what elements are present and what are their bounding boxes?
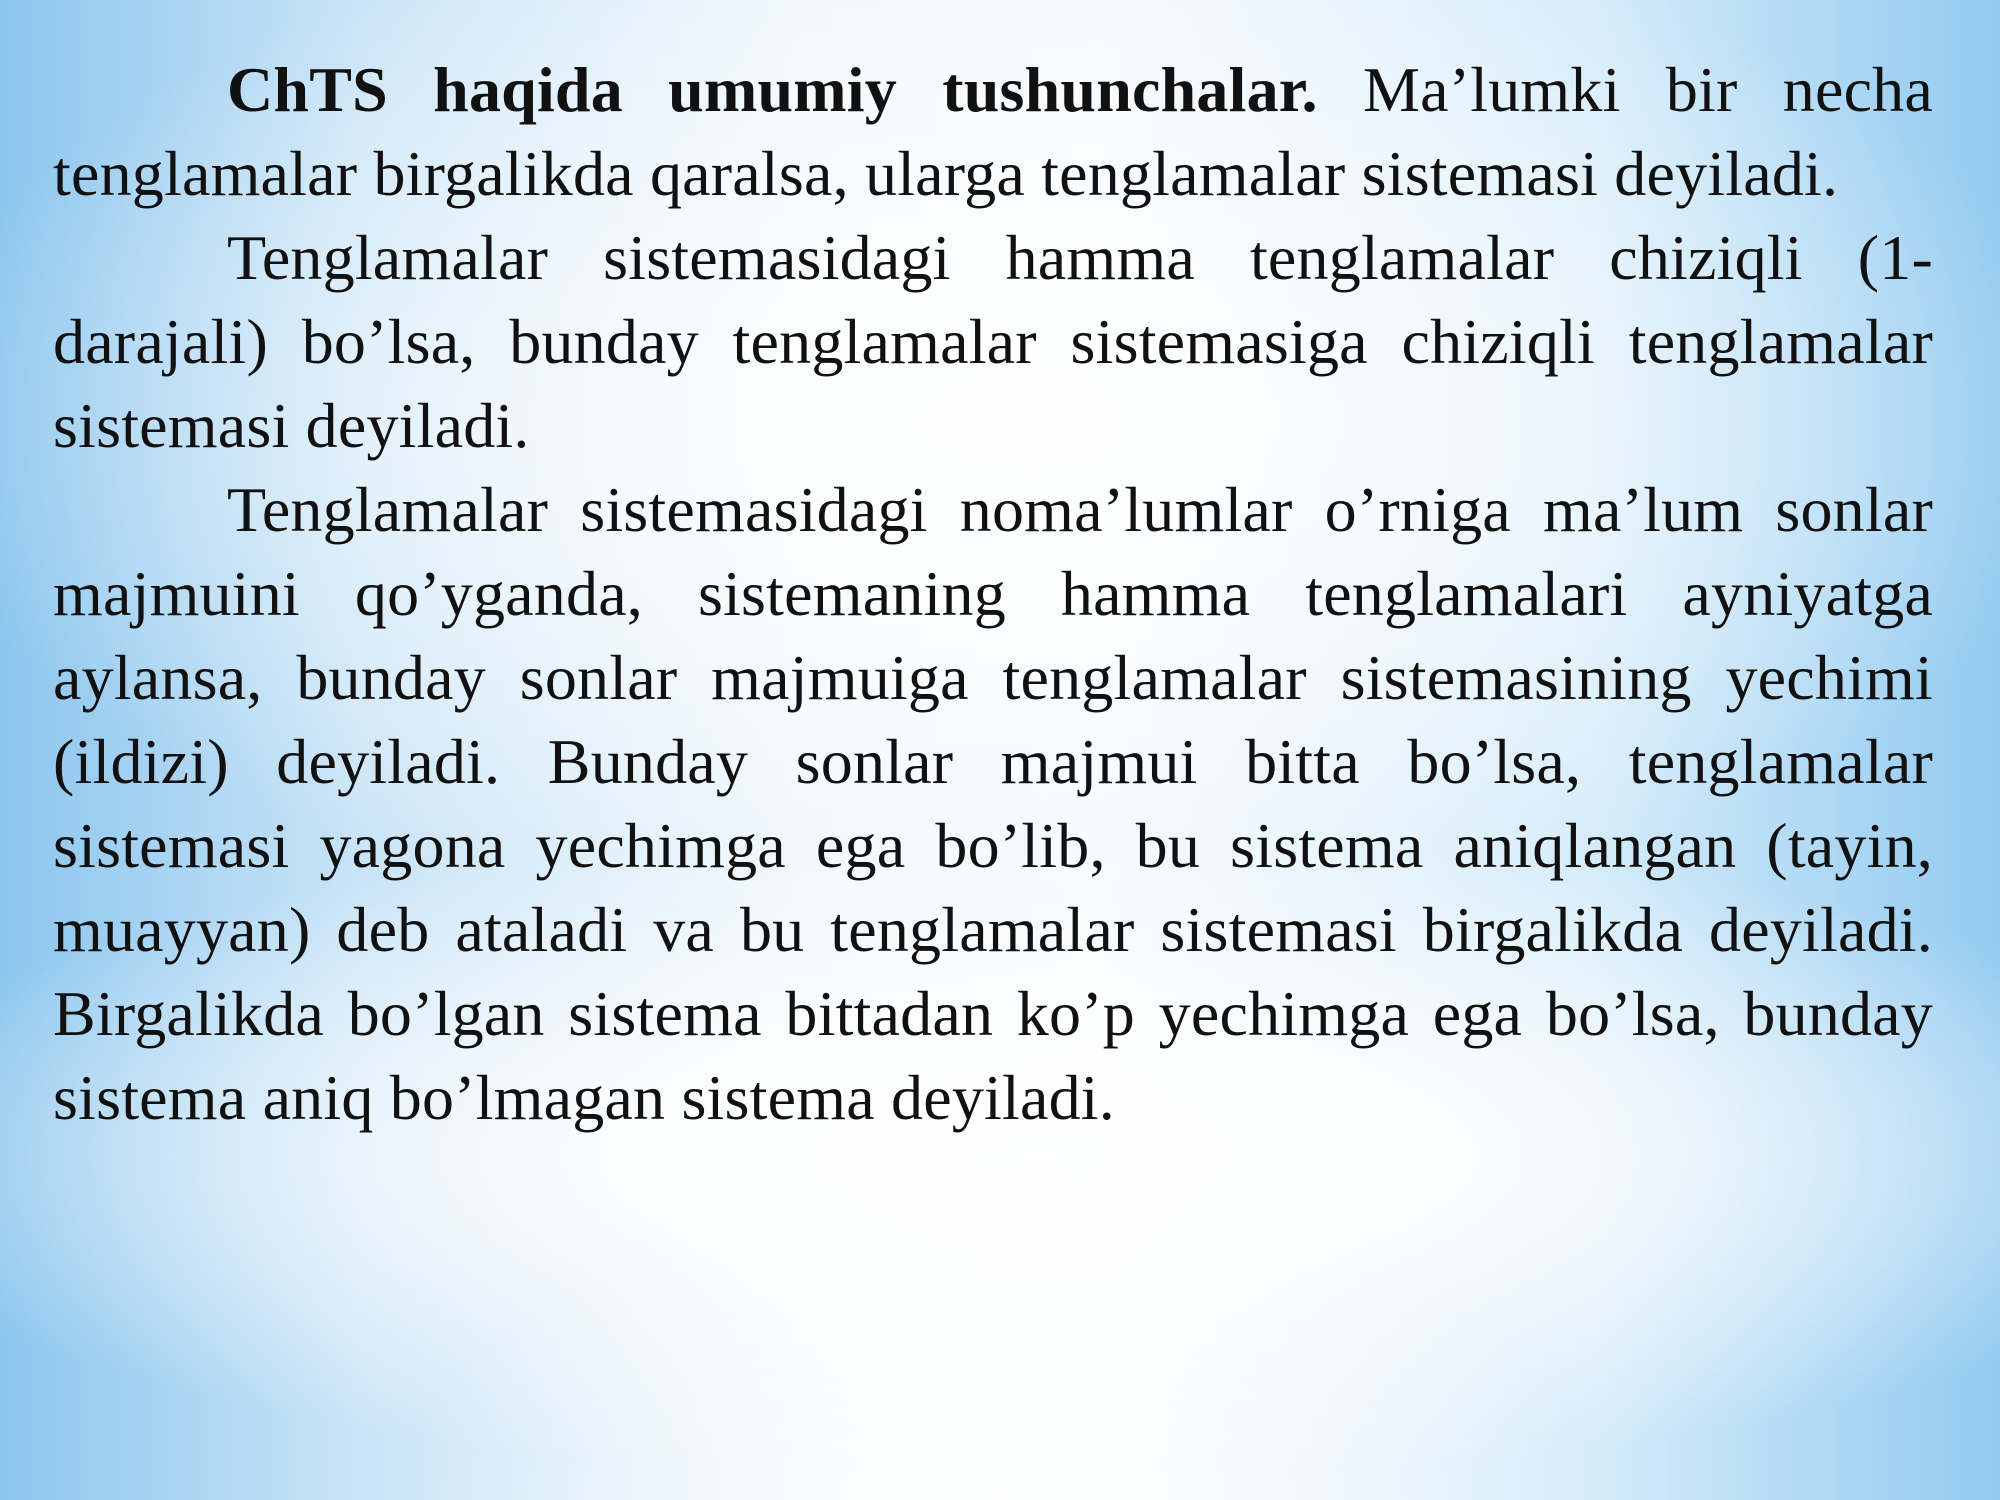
slide-content <box>53 48 1933 1140</box>
paragraph-definition-solution <box>53 468 1933 1140</box>
paragraph-definition-system <box>53 48 1933 216</box>
paragraph-definition-linear-system <box>53 216 1933 468</box>
paragraph-text: Ma’lumki bir necha tenglamalar birgalikda qaralsa, ularga tenglamalar sistemasi deyiladi. <box>53 54 1933 209</box>
paragraph-bold-lead: ChTS haqida umumiy tushunchalar. <box>227 54 1318 125</box>
paragraph-text: Tenglamalar sistemasidagi hamma tenglamalar chiziqli (1-darajali) bo’lsa, bunday tenglamalar sistemasiga chiziqli tenglamalar sistemasi deyiladi. <box>53 222 1933 461</box>
paragraph-text: Tenglamalar sistemasidagi noma’lumlar o’rniga ma’lum sonlar majmuini qo’yganda, sistemaning hamma tenglamalari ayniyatga aylansa, bunday sonlar majmuiga tenglamalar sistemasining yechimi (ildizi) deyiladi. Bunday sonlar majmui bitta bo’lsa, tenglamalar sistemasi yagona yechimga ega bo’lib, bu sistema aniqlangan (tayin, muayyan) deb ataladi va bu tenglamalar sistemasi birgalikda deyiladi. Birgalikda bo’lgan sistema bittadan ko’p yechimga ega bo’lsa, bunday sistema aniq bo’lmagan sistema deyiladi. <box>53 474 1933 1133</box>
